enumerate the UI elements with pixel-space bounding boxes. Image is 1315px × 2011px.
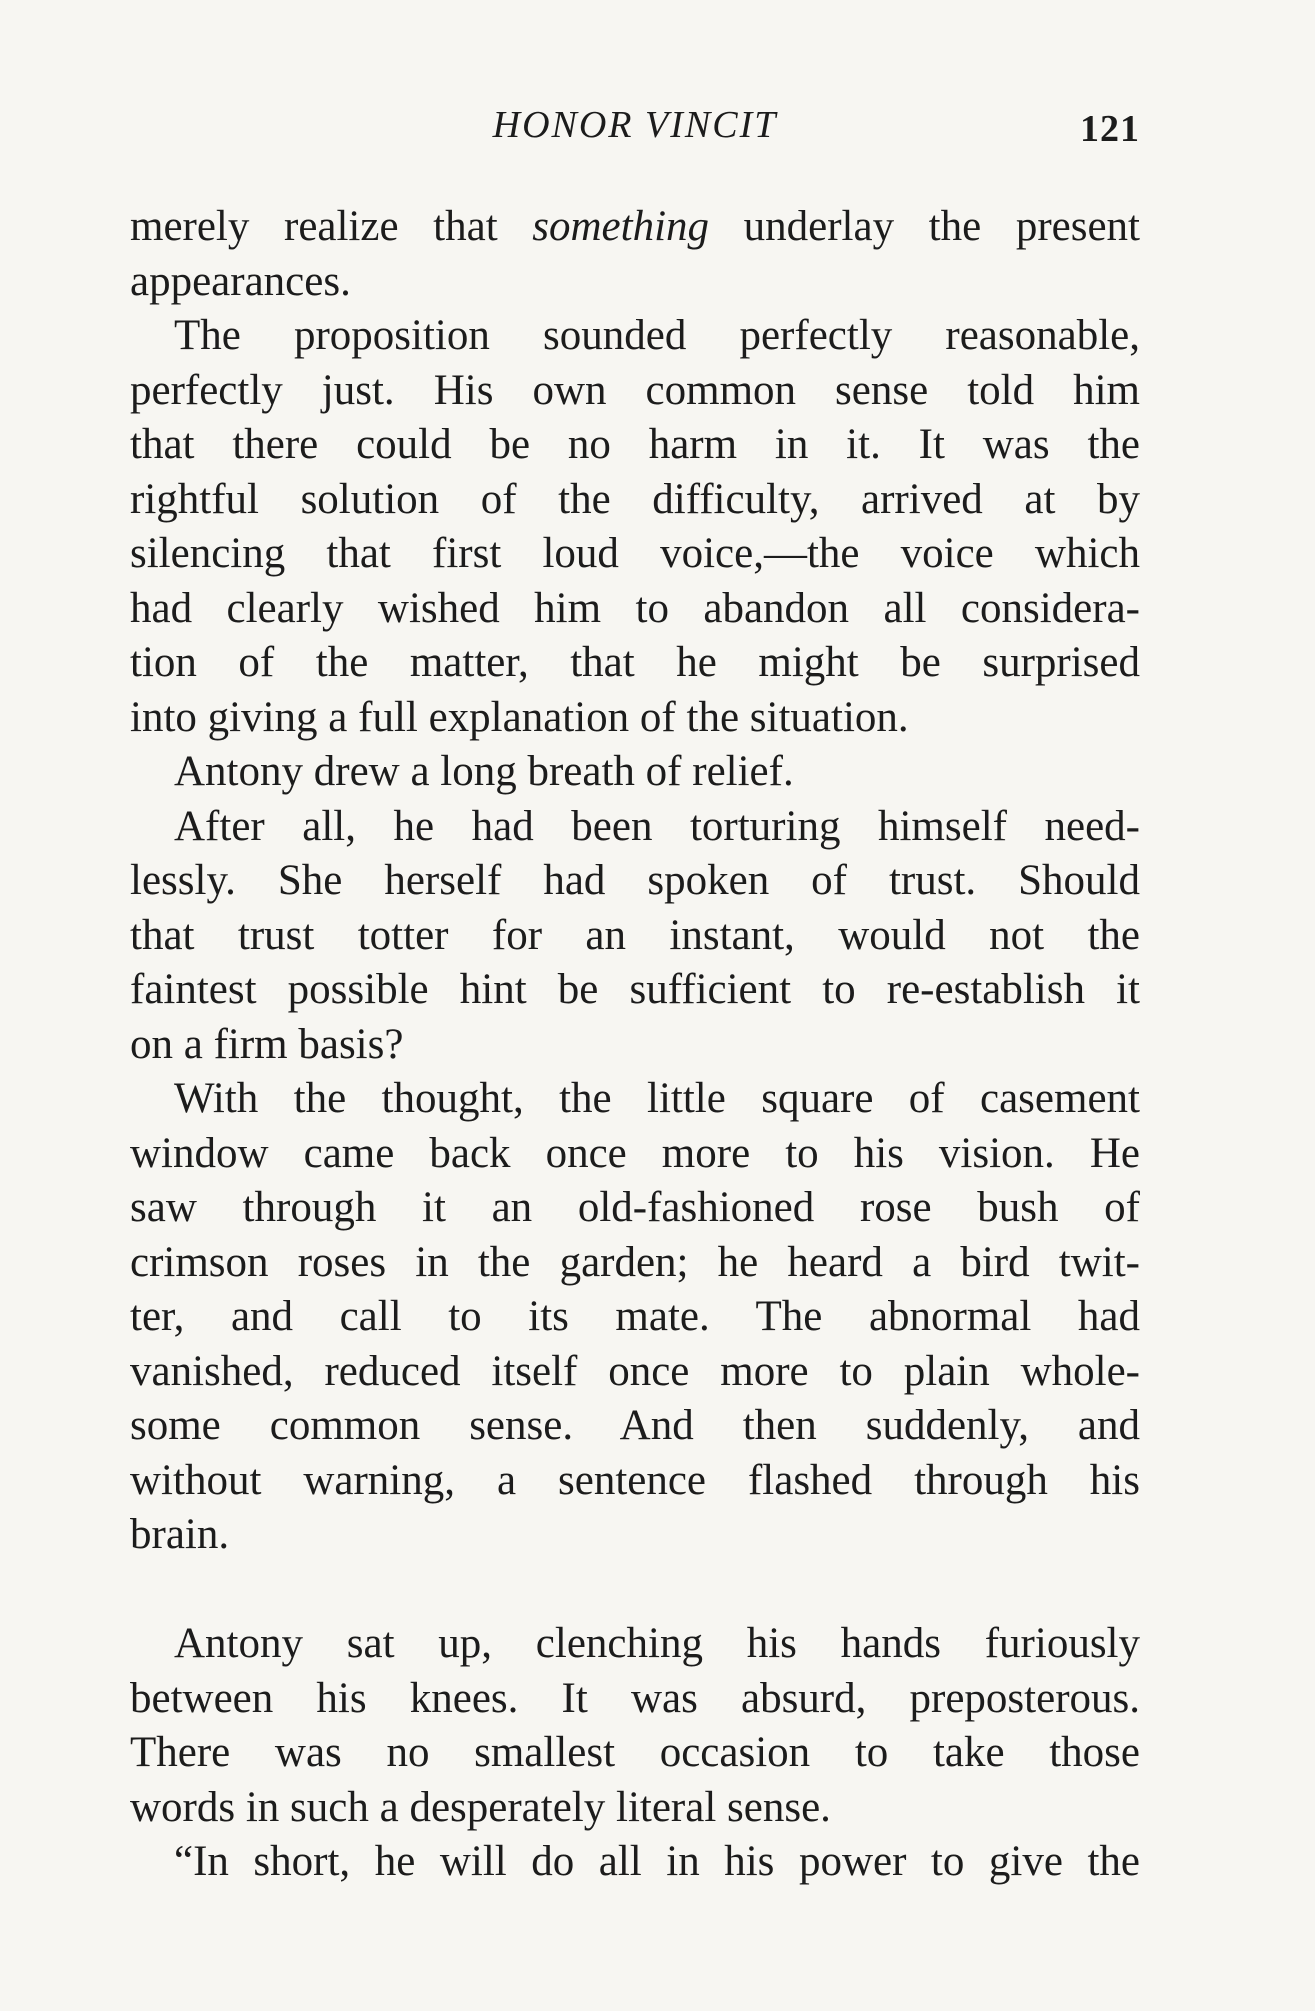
text-line: appearances.: [130, 257, 351, 305]
running-head: [130, 95, 1140, 155]
text-line: without warning, a sentence flashed through his: [130, 1456, 1140, 1504]
text-line: into giving a full explanation of the situation.: [130, 693, 909, 741]
text-line: that there could be no harm in it. It was the: [130, 421, 1140, 468]
text-line: ter, and call to its mate. The abnormal had: [130, 1293, 1140, 1340]
page-number: 121: [1080, 108, 1140, 150]
text-line: “In short, he will do all in his power to give the: [174, 1838, 1140, 1885]
text-line: There was no smallest occasion to take those: [130, 1729, 1140, 1776]
text-line: With the thought, the little square of casement: [174, 1075, 1140, 1122]
text-line: Antony sat up, clenching his hands furiously: [174, 1620, 1140, 1667]
text-line: perfectly just. His own common sense told him: [130, 366, 1140, 414]
text-line: on a firm basis?: [130, 1020, 404, 1068]
text-line: had clearly wished him to abandon all considera-: [130, 584, 1140, 632]
text-line: some common sense. And then suddenly, and: [130, 1402, 1140, 1449]
text-line: between his knees. It was absurd, preposterous.: [130, 1674, 1140, 1722]
running-title: HONOR VINCIT: [492, 104, 778, 146]
text-line: window came back once more to his vision. He: [130, 1129, 1140, 1177]
text-line: rightful solution of the difficulty, arrived at by: [130, 475, 1140, 523]
body-text: [130, 200, 1140, 1890]
text-line: vanished, reduced itself once more to plain whole-: [130, 1347, 1140, 1395]
text-line: saw through it an old-fashioned rose bush of: [130, 1184, 1140, 1231]
text-line: lessly. She herself had spoken of trust. Should: [130, 857, 1140, 904]
text-line: Antony drew a long breath of relief.: [174, 748, 794, 795]
text-line: brain.: [130, 1511, 230, 1558]
text-line: words in such a desperately literal sense.: [130, 1783, 831, 1831]
text-line: crimson roses in the garden; he heard a bird twit-: [130, 1238, 1140, 1286]
text-line: The proposition sounded perfectly reasonable,: [174, 312, 1140, 359]
section-break: [130, 1563, 1140, 1618]
text-line: merely realize that something underlay the present: [130, 203, 1140, 250]
text-line: After all, he had been torturing himself need-: [174, 802, 1140, 850]
text-line: faintest possible hint be sufficient to re-establish it: [130, 966, 1140, 1013]
text-line: tion of the matter, that he might be surprised: [130, 639, 1140, 686]
text-line: silencing that first loud voice,—the voice which: [130, 530, 1140, 577]
emphasis: something: [532, 203, 710, 250]
text-line: that trust totter for an instant, would not the: [130, 911, 1140, 959]
